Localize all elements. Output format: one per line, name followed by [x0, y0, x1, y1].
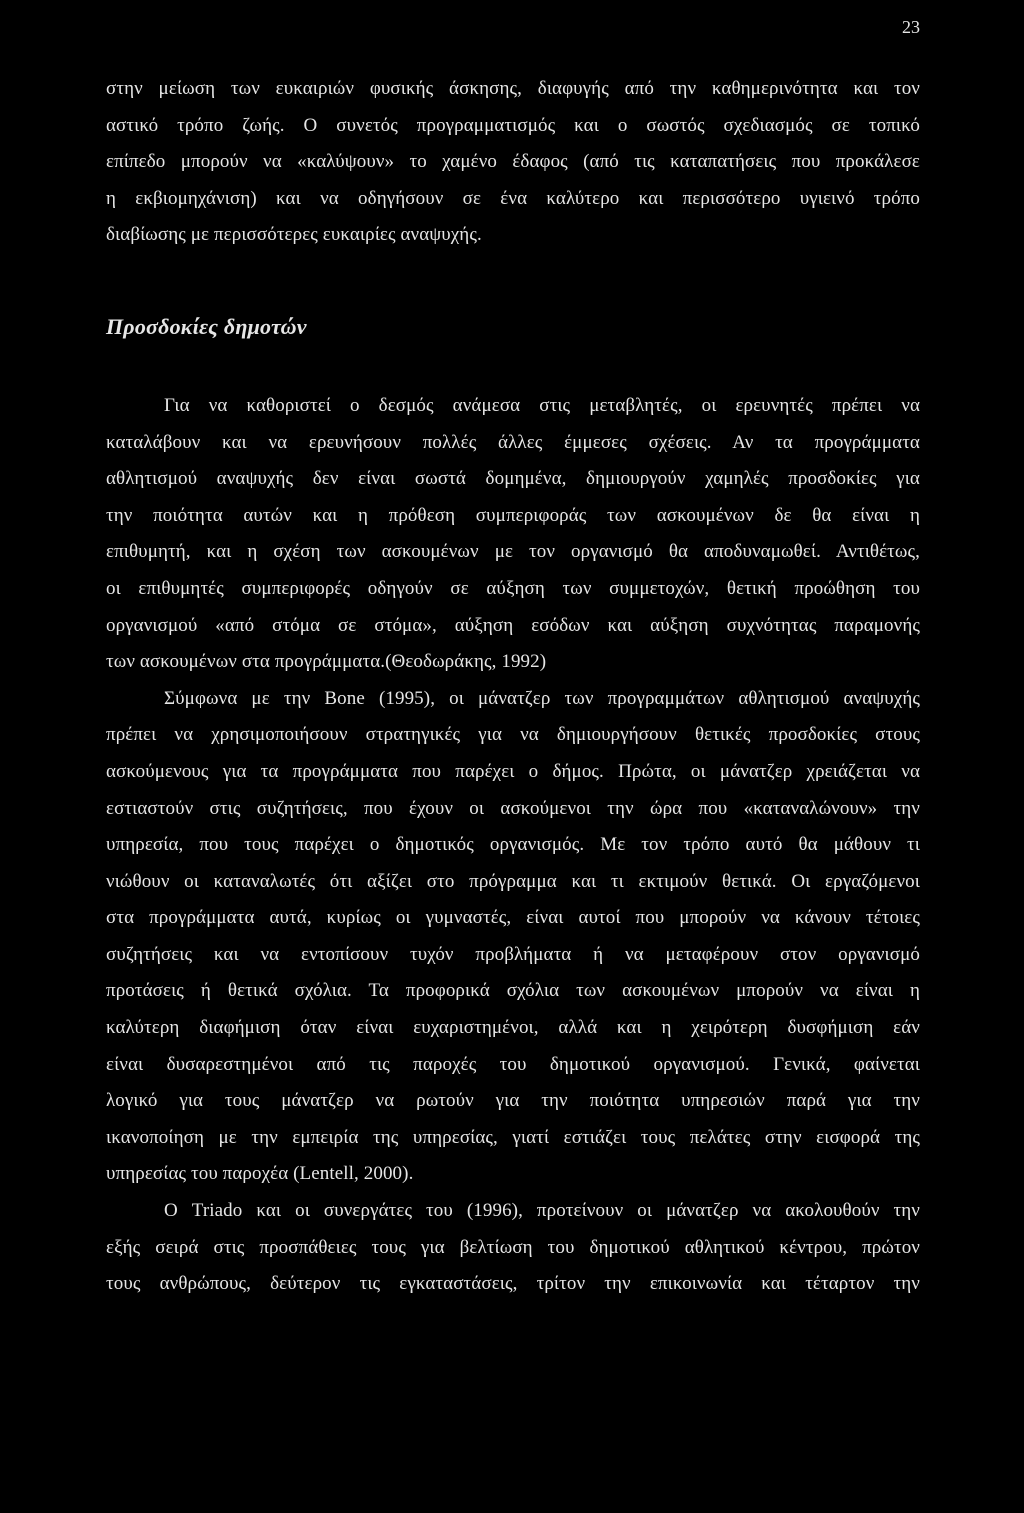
paragraph-2 — [106, 388, 920, 681]
text-line: λογικό για τους μάνατζερ να ρωτούν για την ποιότητα υπηρεσιών παρά για την — [106, 1090, 920, 1112]
paragraph-1 — [106, 71, 920, 254]
text-line: Ο Triado και οι συνεργάτες του (1996), προτείνουν οι μάνατζερ να ακολουθούν την — [164, 1200, 920, 1222]
text-line: ικανοποίηση με την εμπειρία της υπηρεσίας, γιατί εστιάζει τους πελάτες στην εισφορά της — [106, 1126, 920, 1148]
text-line: εστιαστούν στις συζητήσεις, που έχουν οι ασκούμενοι την ώρα που «καταναλώνουν» την — [106, 797, 920, 819]
text-line: είναι δυσαρεστημένοι από τις παροχές του δημοτικού οργανισμού. Γενικά, φαίνεται — [106, 1053, 920, 1075]
text-line: υπηρεσίας του παροχέα (Lentell, 2000). — [106, 1163, 414, 1185]
document-body — [106, 71, 920, 1303]
text-line: ασκούμενους για τα προγράμματα που παρέχει ο δήμος. Πρώτα, οι μάνατζερ χρειάζεται να — [106, 760, 920, 782]
text-line: στην μείωση των ευκαιριών φυσικής άσκησης, διαφυγής από την καθημερινότητα και τον — [106, 78, 920, 99]
text-line: αστικό τρόπο ζωής. Ο συνετός προγραμματισμός και ο σωστός σχεδιασμός σε τοπικό — [106, 114, 920, 136]
text-line: καλύτερη διαφήμιση όταν είναι ευχαριστημένοι, αλλά και η χειρότερη δυσφήμιση εάν — [106, 1017, 920, 1039]
section-heading: Προσδοκίες δημοτών — [106, 313, 307, 339]
text-line: συζητήσεις και να εντοπίσουν τυχόν προβλήματα ή να μεταφέρουν στον οργανισμό — [106, 943, 920, 965]
text-line: των ασκουμένων στα προγράμματα.(Θεοδωράκης, 1992) — [106, 651, 547, 673]
paragraph-4 — [106, 1193, 920, 1303]
page-number: 23 — [902, 17, 920, 37]
text-line: τους ανθρώπους, δεύτερον τις εγκαταστάσεις, τρίτον την επικοινωνία και τέταρτον την — [106, 1273, 920, 1295]
text-line: Για να καθοριστεί ο δεσμός ανάμεσα στις μεταβλητές, οι ερευνητές πρέπει να — [164, 394, 920, 416]
text-line: προτάσεις ή θετικά σχόλια. Τα προφορικά σχόλια των ασκουμένων μπορούν να είναι η — [106, 980, 920, 1002]
text-line: πρέπει να χρησιμοποιήσουν στρατηγικές για να δημιουργήσουν θετικές προσδοκίες στους — [106, 724, 920, 746]
text-line: υπηρεσία, που τους παρέχει ο δημοτικός οργανισμός. Με τον τρόπο αυτό θα μάθουν τι — [106, 834, 920, 856]
text-line: στα προγράμματα αυτά, κυρίως οι γυμναστές, είναι αυτοί που μπορούν να κάνουν τέτοιες — [106, 907, 920, 929]
text-line: επιθυμητή, και η σχέση των ασκουμένων με τον οργανισμό θα αποδυναμωθεί. Αντιθέτως, — [106, 541, 920, 563]
text-line: η εκβιομηχάνιση) και να οδηγήσουν σε ένα καλύτερο και περισσότερο υγιεινό τρόπο — [106, 187, 920, 209]
text-line: νιώθουν οι καταναλωτές ότι αξίζει στο πρόγραμμα και τι εκτιμούν θετικά. Οι εργαζόμενοι — [106, 870, 920, 892]
text-line: καταλάβουν και να ερευνήσουν πολλές άλλες έμμεσες σχέσεις. Αν τα προγράμματα — [106, 431, 920, 453]
paragraph-3 — [106, 681, 920, 1193]
text-line: οργανισμού «από στόμα σε στόμα», αύξηση εσόδων και αύξηση συχνότητας παραμονής — [106, 614, 920, 636]
text-line: εξής σειρά στις προσπάθειες τους για βελτίωση του δημοτικού αθλητικού κέντρου, πρώτον — [106, 1236, 920, 1258]
text-line: διαβίωσης με περισσότερες ευκαιρίες αναψυχής. — [106, 224, 482, 246]
text-line: αθλητισμού αναψυχής δεν είναι σωστά δομημένα, δημιουργούν χαμηλές προσδοκίες για — [106, 468, 920, 490]
text-line: Σύμφωνα με την Bone (1995), οι μάνατζερ των προγραμμάτων αθλητισμού αναψυχής — [164, 687, 920, 709]
text-line: οι επιθυμητές συμπεριφορές οδηγούν σε αύξηση των συμμετοχών, θετική προώθηση του — [106, 577, 920, 599]
text-line: επίπεδο μπορούν να «καλύψουν» το χαμένο έδαφος (από τις καταπατήσεις που προκάλεσε — [106, 151, 920, 173]
text-line: την ποιότητα αυτών και η πρόθεση συμπεριφοράς των ασκουμένων δε θα είναι η — [106, 504, 920, 526]
